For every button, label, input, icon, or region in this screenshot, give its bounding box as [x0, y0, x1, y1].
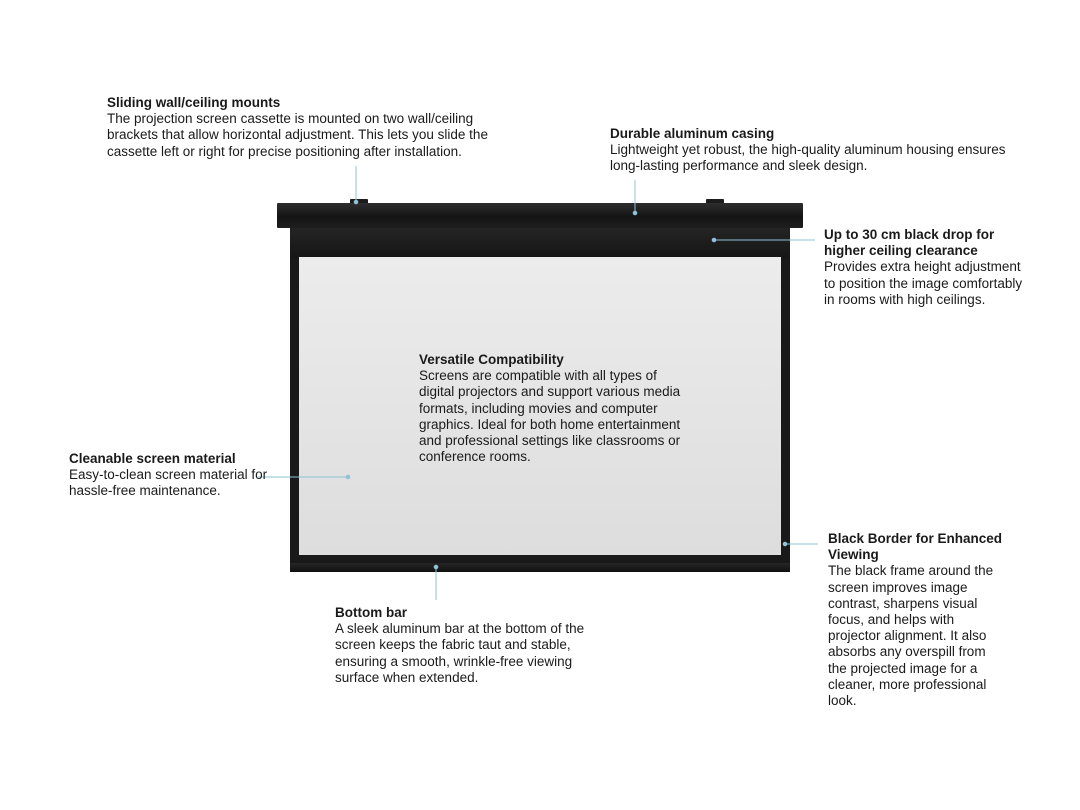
callout-title: Versatile Compatibility	[419, 352, 564, 367]
callout-black-border	[828, 531, 1008, 709]
callout-sliding-mounts	[107, 95, 527, 160]
callout-body: The black frame around the screen improves image contrast, sharpens visual focus, and helps with projector alignment. It also absorbs any overspill from the projected image for a cleaner, more professional look.	[828, 563, 994, 709]
callout-cleanable-material	[69, 451, 289, 500]
callout-title: Black Border for Enhanced Viewing	[828, 531, 1003, 563]
callout-title: Up to 30 cm black drop for higher ceiling clearance	[824, 227, 995, 259]
black-drop	[290, 228, 790, 258]
callout-body: Screens are compatible with all types of digital projectors and support various media formats, including movies and computer graphics. Ideal for both home entertainment and professional settings like classrooms or conference rooms.	[419, 368, 681, 465]
callout-body: Lightweight yet robust, the high-quality aluminum housing ensures long-lasting performance and sleek design.	[610, 142, 1006, 174]
callout-body: A sleek aluminum bar at the bottom of the screen keeps the fabric taut and stable, ensuring a smooth, wrinkle-free viewing surface when extended.	[335, 621, 585, 685]
callout-title: Sliding wall/ceiling mounts	[107, 95, 281, 110]
callout-aluminum-casing	[610, 126, 1010, 175]
callout-body: Provides extra height adjustment to position the image comfortably in rooms with high ceilings.	[824, 259, 1023, 307]
callout-black-drop	[824, 227, 1024, 308]
callout-title: Cleanable screen material	[69, 451, 236, 466]
callout-versatile-compatibility	[419, 352, 684, 465]
callout-body: Easy-to-clean screen material for hassle-free maintenance.	[69, 467, 268, 499]
callout-title: Bottom bar	[335, 605, 407, 620]
callout-body: The projection screen cassette is mounted on two wall/ceiling brackets that allow horizontal adjustment. This lets you slide the cassette left or right for precise positioning after installation.	[107, 111, 488, 159]
callout-bottom-bar	[335, 605, 605, 686]
aluminum-cassette	[277, 203, 803, 228]
bottom-bar	[290, 563, 790, 572]
callout-title: Durable aluminum casing	[610, 126, 775, 141]
